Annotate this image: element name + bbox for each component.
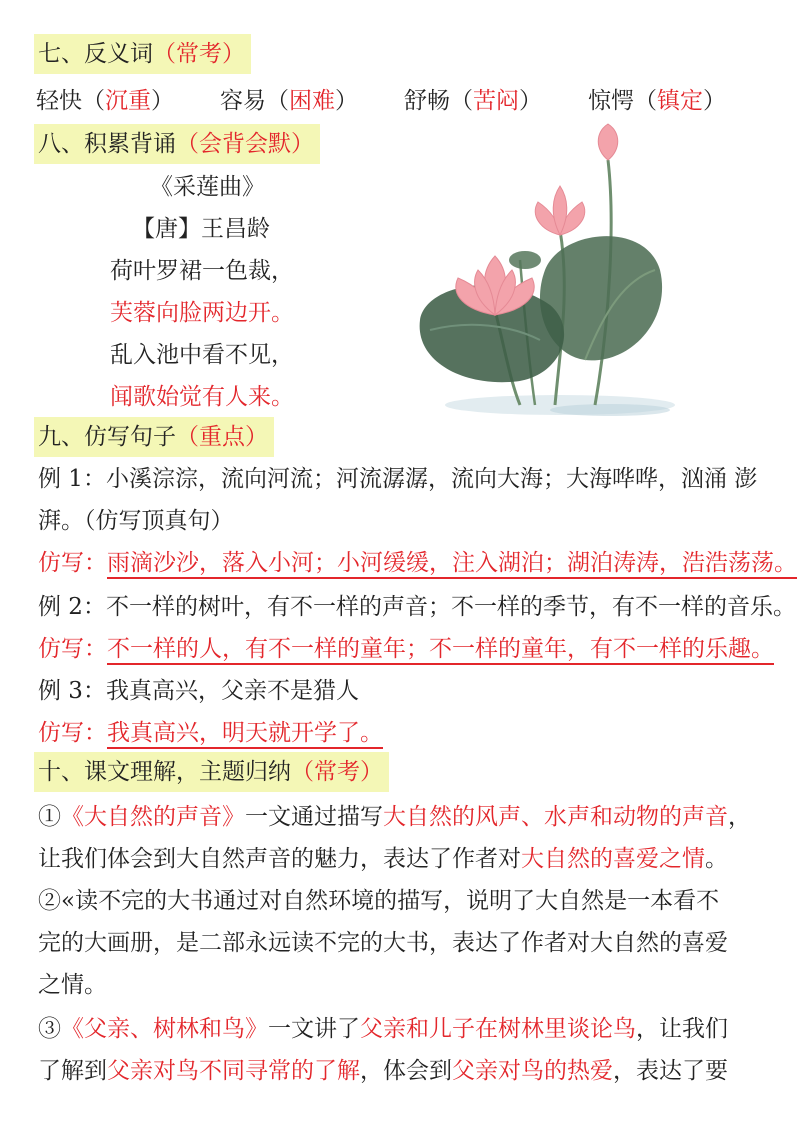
answer3: 仿写：我真高兴，明天就开学了。 bbox=[38, 716, 383, 750]
section8-heading bbox=[34, 124, 320, 164]
antonym-pair: 舒畅（苦闷） bbox=[404, 88, 542, 114]
poem-line: 荷叶罗裙一色裁， bbox=[110, 258, 294, 284]
antonym-pair: 容易（困难） bbox=[220, 88, 358, 114]
section10-tag: （常考） bbox=[291, 759, 383, 785]
poem-line: 乱入池中看不见， bbox=[110, 342, 294, 368]
example1-line2: 湃。（仿写顶真句） bbox=[38, 508, 234, 534]
summary2-line1: ②«读不完的大书通过对自然环境的描写，说明了大自然是一本看不 bbox=[38, 888, 720, 914]
summary1-line1: ①《大自然的声音》一文通过描写大自然的风声、水声和动物的声音， bbox=[38, 804, 751, 830]
section8-title: 八、积累背诵 bbox=[38, 131, 176, 157]
section8-tag: （会背会默） bbox=[176, 131, 314, 157]
section9-heading bbox=[34, 417, 274, 457]
poem-line: 闻歌始觉有人来。 bbox=[110, 384, 294, 410]
antonym-pair: 惊愕（镇定） bbox=[588, 88, 726, 114]
example3: 例 3：我真高兴，父亲不是猎人 bbox=[38, 678, 359, 704]
answer2: 仿写：不一样的人，有不一样的童年；不一样的童年，有不一样的乐趣。 bbox=[38, 632, 774, 666]
poem-title: 《采莲曲》 bbox=[150, 174, 265, 200]
example1-line1: 例 1：小溪淙淙，流向河流；河流潺潺，流向大海；大海哗哗，汹涌 澎 bbox=[38, 466, 758, 492]
poem-author: 【唐】王昌龄 bbox=[132, 216, 270, 242]
section10-heading bbox=[34, 752, 389, 792]
section9-tag: （重点） bbox=[176, 424, 268, 450]
summary2-line2: 完的大画册，是二部永远读不完的大书，表达了作者对大自然的喜爱 bbox=[38, 930, 728, 956]
section7-tag: （常考） bbox=[153, 41, 245, 67]
summary2-line3: 之情。 bbox=[38, 972, 107, 998]
poem-line: 芙蓉向脸两边开。 bbox=[110, 300, 294, 326]
example2: 例 2：不一样的树叶，有不一样的声音；不一样的季节，有不一样的音乐。 bbox=[38, 594, 796, 620]
section10-title: 十、课文理解，主题归纳 bbox=[38, 759, 291, 785]
answer1: 仿写：雨滴沙沙，落入小河；小河缓缓，注入湖泊；湖泊涛涛，浩浩荡荡。 bbox=[38, 546, 797, 580]
section7-title: 七、反义词 bbox=[38, 41, 153, 67]
antonym-pair: 轻快（沉重） bbox=[36, 88, 174, 114]
lotus-illustration bbox=[410, 120, 680, 420]
summary1-line2: 让我们体会到大自然声音的魅力，表达了作者对大自然的喜爱之情。 bbox=[38, 846, 728, 872]
section9-title: 九、仿写句子 bbox=[38, 424, 176, 450]
section7-heading bbox=[34, 34, 251, 74]
summary3-line1: ③《父亲、树林和鸟》一文讲了父亲和儿子在树林里谈论鸟，让我们 bbox=[38, 1016, 728, 1042]
summary3-line2: 了解到父亲对鸟不同寻常的了解，体会到父亲对鸟的热爱，表达了要 bbox=[38, 1058, 728, 1084]
